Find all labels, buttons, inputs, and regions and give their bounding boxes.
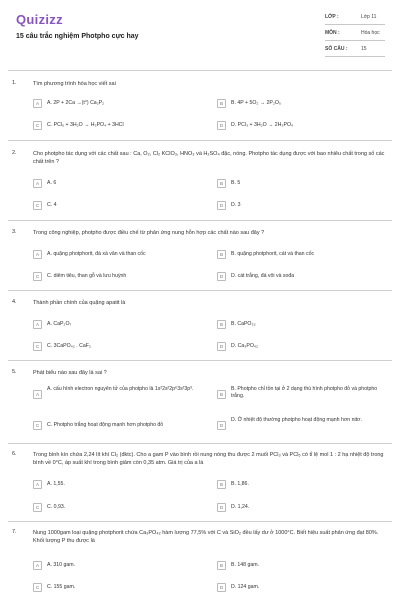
option-letter-box: A: [33, 480, 42, 489]
question-text: Phát biểu nào sau đây là sai ?: [33, 370, 107, 376]
meta-value: Lớp 11: [361, 14, 377, 20]
meta-value: Hóa học: [361, 30, 380, 36]
divider: [325, 56, 385, 57]
question-text: Trong bình kín chứa 2,24 lít khí Cl₂ (đktc). Cho a gam P vào bình rồi nung nóng thu được 2 muối PCl₃ và PCl₅ có tỉ lệ mol 1 : 2 hạ nhiệt độ trong bình về 0°C, áp suất khí trong bình giảm còn 0,35 atm. Giá trị của a là: [33, 452, 384, 466]
option-text: A. 310 gam.: [47, 562, 75, 568]
question-text: Cho photpho tác dụng với các chất sau : Ca, O₂, Cl₂ KClO₃, HNO₃ và H₂SO₄ đặc, nóng. Photpho tác dụng được với bao nhiêu chất trong số các chất trên ?: [33, 151, 385, 165]
option-letter-box: C: [33, 121, 42, 130]
question-number: 4.: [12, 299, 17, 305]
option-letter-box: A: [33, 99, 42, 108]
option-text: D. 1,24.: [231, 504, 250, 510]
question-number: 7.: [12, 529, 17, 535]
option-letter-box: A: [33, 250, 42, 259]
option-text: A. CaP₂O₇: [47, 321, 72, 327]
page-header: [0, 0, 400, 66]
meta-value: 15: [361, 46, 367, 52]
meta-key: LỚP :: [325, 14, 339, 20]
option-letter-box: A: [33, 390, 42, 399]
option-text: A. quặng photphorit, đá xà vân và than cốc: [47, 251, 146, 257]
question-number: 5.: [12, 369, 17, 375]
option-text: B. 1,86.: [231, 481, 249, 487]
divider: [8, 360, 392, 361]
option-letter-box: A: [33, 561, 42, 570]
option-text: C. Photpho trắng hoạt động mạnh hơn photpho đỏ: [47, 422, 164, 428]
option-text: A. cấu hình electron nguyên tử của photpho là 1s²2s²2p⁶3s²3p³.: [47, 386, 194, 392]
option-letter-box: C: [33, 201, 42, 210]
divider: [325, 40, 385, 41]
option-text: C. 4: [47, 202, 57, 208]
question-number: 6.: [12, 451, 17, 457]
option-text: C. 3CaPO₄₂ . CaF₂: [47, 343, 91, 349]
question-number: 2.: [12, 150, 17, 156]
option-text: D. Ca₃PO₄₂: [231, 343, 258, 349]
option-letter-box: D: [217, 121, 226, 130]
page-title: 15 câu trắc nghiệm Photpho cực hay: [16, 33, 139, 40]
meta-count: [325, 44, 385, 57]
option-text: C. 0,93.: [47, 504, 66, 510]
divider: [8, 140, 392, 141]
option-letter-box: D: [217, 583, 226, 592]
question-text: Trong công nghiệp, photpho được điều chế từ phản ứng nung hỗn hợp các chất nào sau đây ?: [33, 230, 265, 236]
question-text: Nung 1000gam loại quặng photphorit chứa Ca₃PO₄₂ hàm lượng 77,5% với C và SiO₂ đều lấy dư ở 1000°C. Biết hiệu suất phản ứng đạt 80%. Khối lượng P thu được là: [33, 530, 379, 544]
option-text: B. Photpho chỉ tồn tại ở 2 dạng thù hình photpho đỏ và photpho trắng.: [231, 386, 378, 399]
option-letter-box: A: [33, 179, 42, 188]
option-letter-box: D: [217, 503, 226, 512]
meta-key: SỐ CÂU :: [325, 46, 348, 52]
option-letter-box: D: [217, 272, 226, 281]
divider: [8, 220, 392, 221]
option-text: D. Ở nhiệt độ thường photpho hoạt động mạnh hơn nitơ.: [231, 417, 362, 423]
option-letter-box: B: [217, 561, 226, 570]
question-text: Tìm phương trình hóa học viết sai: [33, 81, 116, 87]
option-text: B. CaPO₃₂: [231, 321, 256, 327]
option-letter-box: D: [217, 342, 226, 351]
question-number: 1.: [12, 80, 17, 86]
quizizz-logo: Quizizz: [16, 12, 63, 27]
option-text: B. 148 gam.: [231, 562, 259, 568]
meta-subject: [325, 28, 385, 41]
question-text: Thành phần chính của quặng apatit là: [33, 300, 126, 306]
option-text: C. diêm tiêu, than gỗ và lưu huỳnh: [47, 273, 127, 279]
option-letter-box: D: [217, 201, 226, 210]
option-letter-box: C: [33, 503, 42, 512]
option-text: B. quặng photphorit, cát và than cốc: [231, 251, 315, 257]
divider: [325, 24, 385, 25]
option-text: A. 6: [47, 180, 57, 186]
option-letter-box: B: [217, 480, 226, 489]
question-number: 3.: [12, 229, 17, 235]
option-letter-box: B: [217, 179, 226, 188]
option-text: C. PCl₅ + 3H₂O → H₃PO₄ + 3HCl: [47, 122, 124, 128]
option-letter-box: C: [33, 583, 42, 592]
divider: [8, 70, 392, 71]
meta-key: MÔN :: [325, 30, 340, 36]
option-letter-box: B: [217, 320, 226, 329]
option-letter-box: C: [33, 272, 42, 281]
option-letter-box: C: [33, 342, 42, 351]
option-text: C. 155 gam.: [47, 584, 76, 590]
option-letter-box: B: [217, 99, 226, 108]
divider: [8, 521, 392, 522]
option-text: D. PCl₃ + 3H₂O → 2H₃PO₄: [231, 122, 294, 128]
option-letter-box: A: [33, 320, 42, 329]
option-text: D. 124 gam.: [231, 584, 260, 590]
divider: [8, 443, 392, 444]
divider: [8, 290, 392, 291]
option-text: B. 5: [231, 180, 241, 186]
option-text: A. 1,55.: [47, 481, 65, 487]
option-letter-box: D: [217, 421, 226, 430]
option-text: D. 3: [231, 202, 241, 208]
option-letter-box: B: [217, 250, 226, 259]
option-text: D. cát trắng, đá vôi và sođa: [231, 273, 295, 279]
meta-grade: [325, 12, 385, 25]
option-text: B. 4P + 5O₂ → 2P₂O₅: [231, 100, 281, 106]
option-letter-box: B: [217, 390, 226, 399]
option-text: A. 2P + 2Ca →(t°) Ca₂P₂: [47, 100, 105, 106]
option-letter-box: C: [33, 421, 42, 430]
